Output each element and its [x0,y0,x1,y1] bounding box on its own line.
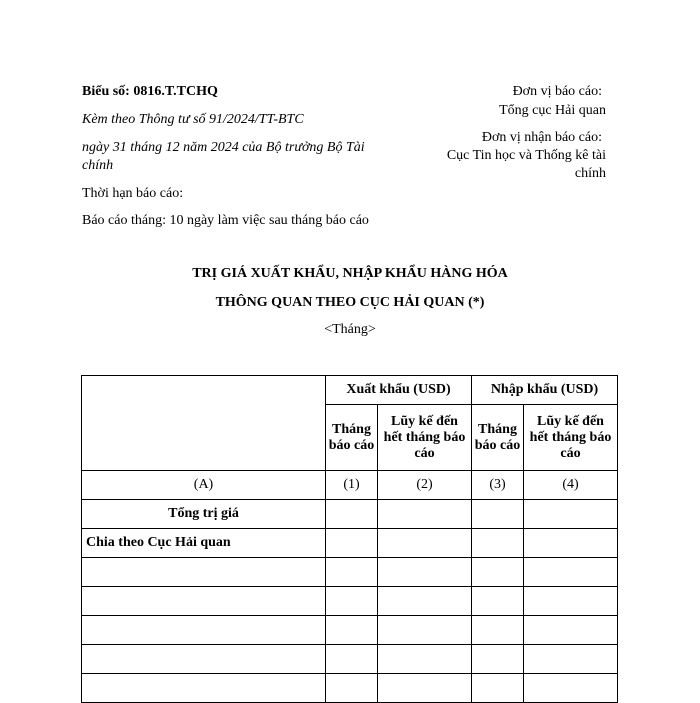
table-cell [472,500,524,529]
export-month-header: Tháng báo cáo [326,405,378,471]
table-header-row [82,376,618,405]
table-cell [524,645,618,674]
table-cell [378,558,472,587]
table-cell [82,558,326,587]
reporting-unit-value: Tổng cục Hải quan [499,103,606,118]
table-cell [524,674,618,703]
receiving-unit-label: Đơn vị nhận báo cáo: [481,130,602,145]
report-title-line1: TRỊ GIÁ XUẤT KHẨU, NHẬP KHẨU HÀNG HÓA [192,266,508,281]
table-cell [524,558,618,587]
table-cell [326,500,378,529]
table-cell [82,587,326,616]
table-row [82,616,618,645]
report-period: <Tháng> [324,322,376,337]
reporting-unit-label: Đơn vị báo cáo: [512,84,602,99]
column-code-row [82,471,618,500]
table-cell [326,645,378,674]
column-code-4: (4) [524,471,618,500]
table-cell [326,529,378,558]
table-cell [378,529,472,558]
form-code: Biểu số: 0816.T.TCHQ [82,84,218,99]
export-header: Xuất khẩu (USD) [326,376,472,405]
table-cell [472,558,524,587]
table-cell [472,529,524,558]
table-row [82,587,618,616]
table-cell [82,645,326,674]
attached-date-line: ngày 31 tháng 12 năm 2024 của Bộ trưởng Bộ Tài [82,140,365,155]
deadline-label: Thời hạn báo cáo: [82,186,184,201]
receiving-unit-value: Cục Tin học và Thống kê tài [446,148,606,163]
table-cell [326,616,378,645]
table-cell [378,616,472,645]
table-cell [378,645,472,674]
import-month-header: Tháng báo cáo [472,405,524,471]
table-cell [472,645,524,674]
table-cell [524,587,618,616]
column-code-2: (2) [378,471,472,500]
table-row [82,674,618,703]
import-header: Nhập khẩu (USD) [472,376,618,405]
table-row [82,500,618,529]
table-cell [472,616,524,645]
column-code-3: (3) [472,471,524,500]
table-cell [524,500,618,529]
table-cell [326,558,378,587]
import-cumulative-header: Lũy kế đến hết tháng báo cáo [524,405,618,471]
table-cell [378,674,472,703]
attached-circular: Kèm theo Thông tư số 91/2024/TT-BTC [82,112,304,127]
by-customs-label: Chia theo Cục Hải quan [82,529,326,558]
table-cell [472,587,524,616]
table-cell [378,500,472,529]
table-cell [326,587,378,616]
table-cell [472,674,524,703]
report-table [81,375,618,703]
total-value-label: Tổng trị giá [82,500,326,529]
receiving-unit-value-cont: chính [574,166,606,181]
table-row [82,529,618,558]
column-code-1: (1) [326,471,378,500]
export-cumulative-header: Lũy kế đến hết tháng báo cáo [378,405,472,471]
table-cell [378,587,472,616]
row-label-header-cell [82,376,326,471]
table-row [82,558,618,587]
table-cell [524,616,618,645]
column-code-a: (A) [82,471,326,500]
deadline-value: Báo cáo tháng: 10 ngày làm việc sau tháng báo cáo [82,213,369,228]
table-cell [326,674,378,703]
report-title-line2: THÔNG QUAN THEO CỤC HẢI QUAN (*) [215,295,485,310]
attached-date-line-cont: chính [82,158,114,173]
table-row [82,645,618,674]
table-cell [524,529,618,558]
table-cell [82,674,326,703]
table-cell [82,616,326,645]
